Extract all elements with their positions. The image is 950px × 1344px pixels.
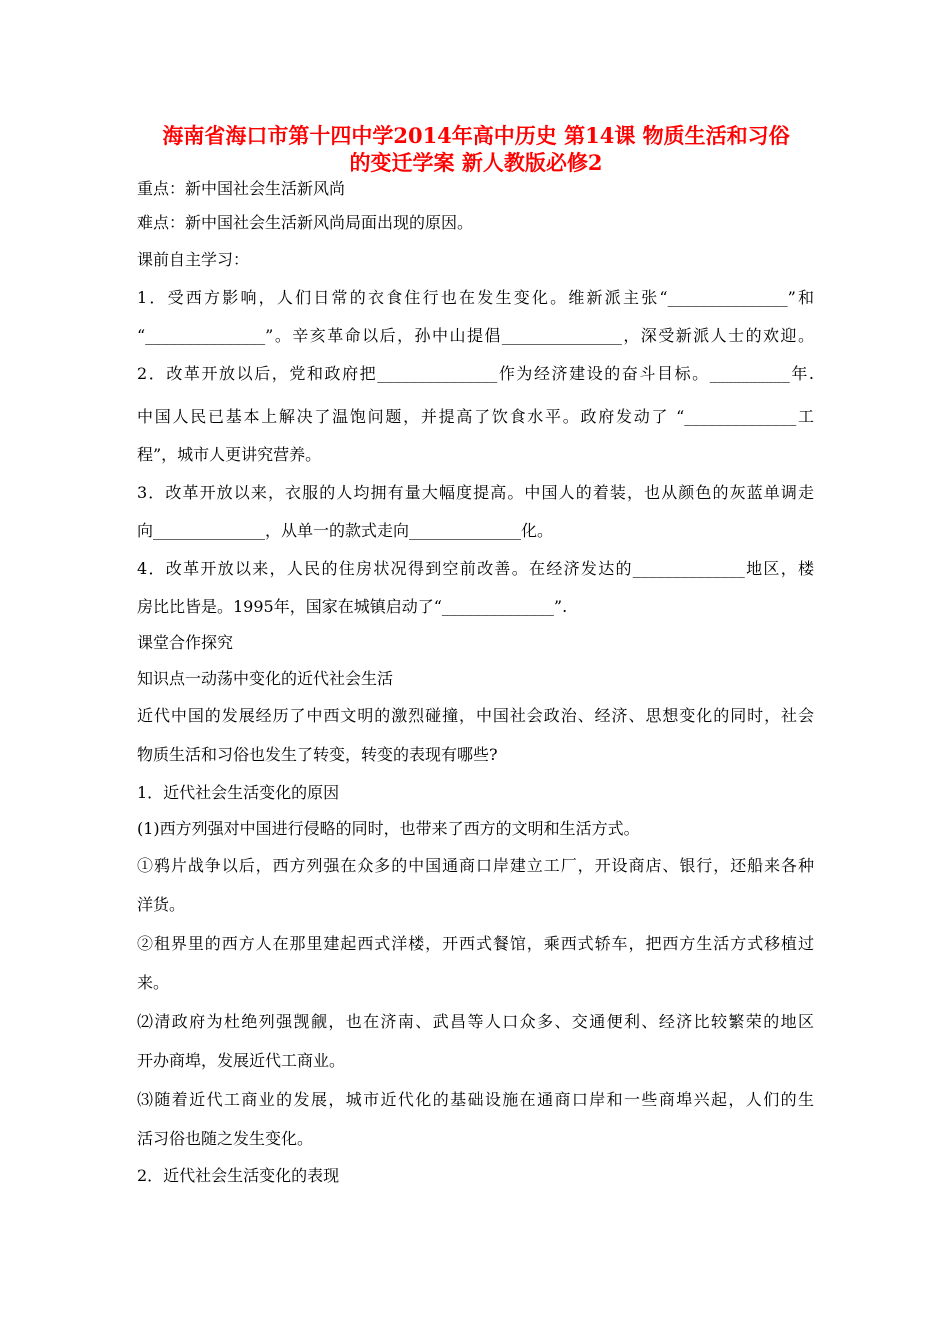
question-4-line-2: 房比比皆是。1995年，国家在城镇启动了“______________”.: [137, 597, 568, 616]
section-heading-preview: 课前自主学习：: [137, 250, 250, 269]
cause-2-line-2: 开办商埠，发展近代工商业。: [137, 1051, 346, 1070]
cause-2-line-1: ⑵清政府为杜绝列强觊觎，也在济南、武昌等人口众多、交通便利、经济比较繁荣的地区: [137, 1012, 814, 1031]
cause-3-line-2: 活习俗也随之发生变化。: [137, 1129, 314, 1148]
knowledge-point-1: 知识点一动荡中变化的近代社会生活: [137, 669, 394, 688]
question-2-line-2: 中国人民已基本上解决了温饱问题，并提高了饮食水平。政府发动了 “______________工: [137, 407, 814, 426]
intro-paragraph-line-2: 物质生活和习俗也发生了转变，转变的表现有哪些?: [137, 745, 498, 764]
subheading-manifestations: 2．近代社会生活变化的表现: [137, 1166, 340, 1185]
cause-1b-line-2: 来。: [137, 973, 170, 992]
subheading-causes: 1．近代社会生活变化的原因: [137, 783, 340, 802]
intro-paragraph-line-1: 近代中国的发展经历了中西文明的激烈碰撞，中国社会政治、经济、思想变化的同时，社会: [137, 706, 814, 725]
key-point: 重点：新中国社会生活新风尚: [137, 179, 346, 198]
document-title-line-2: 的变迁学案 新人教版必修2: [349, 150, 603, 175]
question-4-line-1: 4．改革开放以来，人民的住房状况得到空前改善。在经济发达的______________地区，楼: [137, 559, 814, 578]
question-3-line-2: 向______________，从单一的款式走向______________化。: [137, 521, 554, 540]
question-2-line-1: 2．改革开放以后，党和政府把_______________作为经济建设的奋斗目标。__________年.: [137, 364, 814, 383]
section-heading-classroom: 课堂合作探究: [137, 633, 234, 652]
question-1-line-2: “_______________”。辛亥革命以后，孙中山提倡_______________，深受新派人士的欢迎。: [137, 326, 814, 345]
cause-1: (1)西方列强对中国进行侵略的同时，也带来了西方的文明和生活方式。: [137, 819, 640, 838]
difficult-point: 难点：新中国社会生活新风尚局面出现的原因。: [137, 213, 474, 232]
document-title-line-1: 海南省海口市第十四中学2014年高中历史 第14课 物质生活和习俗: [162, 123, 790, 148]
question-3-line-1: 3．改革开放以来，衣服的人均拥有量大幅度提高。中国人的着装，也从颜色的灰蓝单调走: [137, 483, 814, 502]
cause-3-line-1: ⑶随着近代工商业的发展，城市近代化的基础设施在通商口岸和一些商埠兴起，人们的生: [137, 1090, 814, 1109]
cause-1a-line-2: 洋货。: [137, 895, 186, 914]
question-2-line-3: 程”，城市人更讲究营养。: [137, 445, 322, 464]
cause-1a-line-1: ①鸦片战争以后，西方列强在众多的中国通商口岸建立工厂，开设商店、银行，还船来各种: [137, 856, 814, 875]
question-1-line-1: 1．受西方影响，人们日常的衣食住行也在发生变化。维新派主张“_______________”和: [137, 288, 814, 307]
cause-1b-line-1: ②租界里的西方人在那里建起西式洋楼，开西式餐馆，乘西式轿车，把西方生活方式移植过: [137, 934, 814, 953]
